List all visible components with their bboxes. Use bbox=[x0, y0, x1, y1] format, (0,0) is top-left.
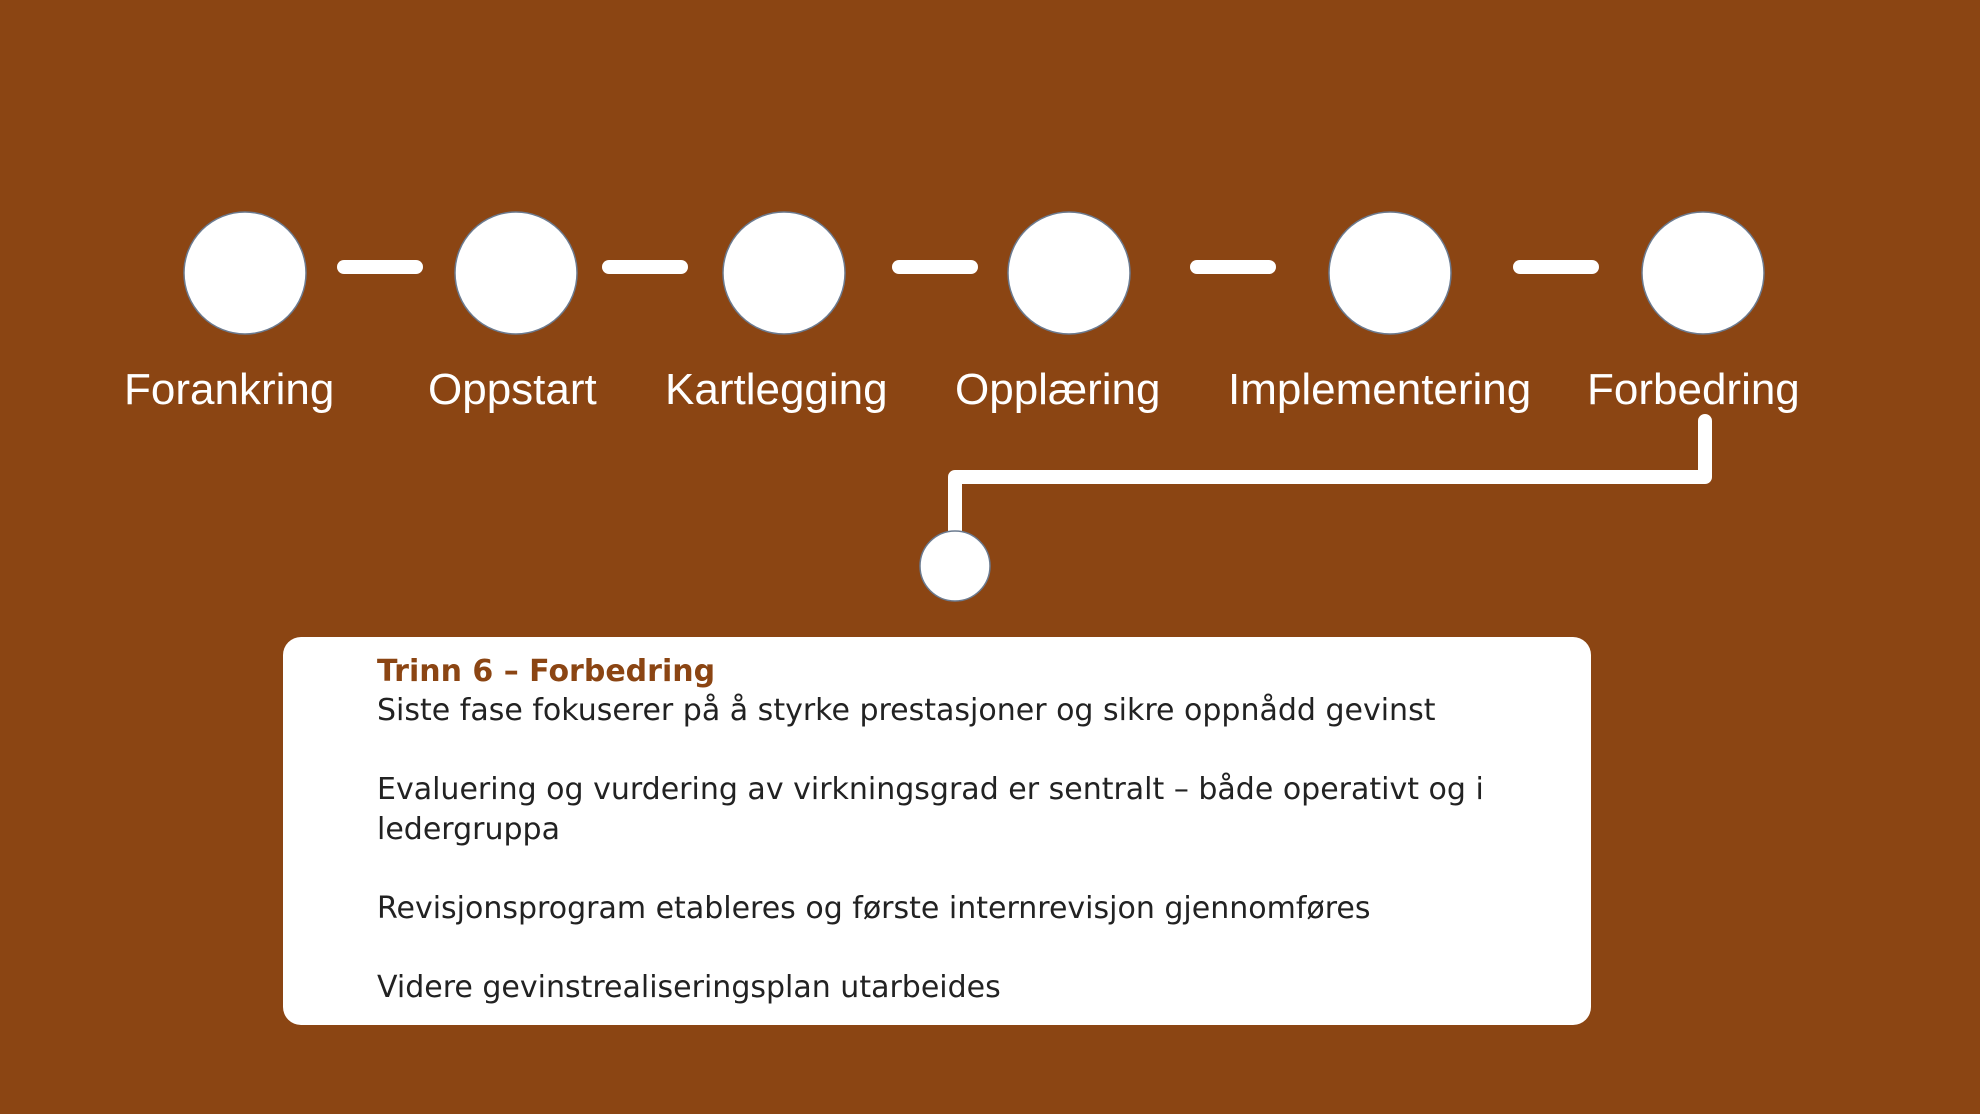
step-node-4[interactable] bbox=[1008, 212, 1130, 334]
step-label-opplaering: Opplæring bbox=[955, 365, 1161, 414]
step-label-forankring: Forankring bbox=[124, 365, 335, 414]
step-label-implementering: Implementering bbox=[1228, 365, 1532, 414]
step-node-1[interactable] bbox=[184, 212, 306, 334]
step-label-forbedring: Forbedring bbox=[1587, 365, 1800, 414]
detail-paragraph-2: Evaluering og vurdering av virkningsgrad er sentralt – både operativt og i ledergruppa bbox=[377, 772, 1484, 847]
paragraph-spacer bbox=[377, 731, 1561, 770]
paragraph-spacer bbox=[377, 850, 1561, 889]
detail-card bbox=[283, 637, 1591, 1025]
detail-paragraph-3: Revisjonsprogram etableres og første internrevisjon gjennomføres bbox=[377, 891, 1371, 926]
detail-paragraph-1: Siste fase fokuserer på å styrke prestasjoner og sikre oppnådd gevinst bbox=[377, 693, 1436, 728]
step-node-3[interactable] bbox=[723, 212, 845, 334]
detail-paragraph-4: Videre gevinstrealiseringsplan utarbeides bbox=[377, 970, 1001, 1005]
step-node-2[interactable] bbox=[455, 212, 577, 334]
step-label-oppstart: Oppstart bbox=[428, 365, 597, 414]
step-label-kartlegging: Kartlegging bbox=[665, 365, 888, 414]
detail-title: Trinn 6 – Forbedring bbox=[377, 654, 716, 689]
step-node-5[interactable] bbox=[1329, 212, 1451, 334]
step-node-6[interactable] bbox=[1642, 212, 1764, 334]
detail-anchor-node bbox=[920, 531, 990, 601]
paragraph-spacer bbox=[377, 929, 1561, 968]
